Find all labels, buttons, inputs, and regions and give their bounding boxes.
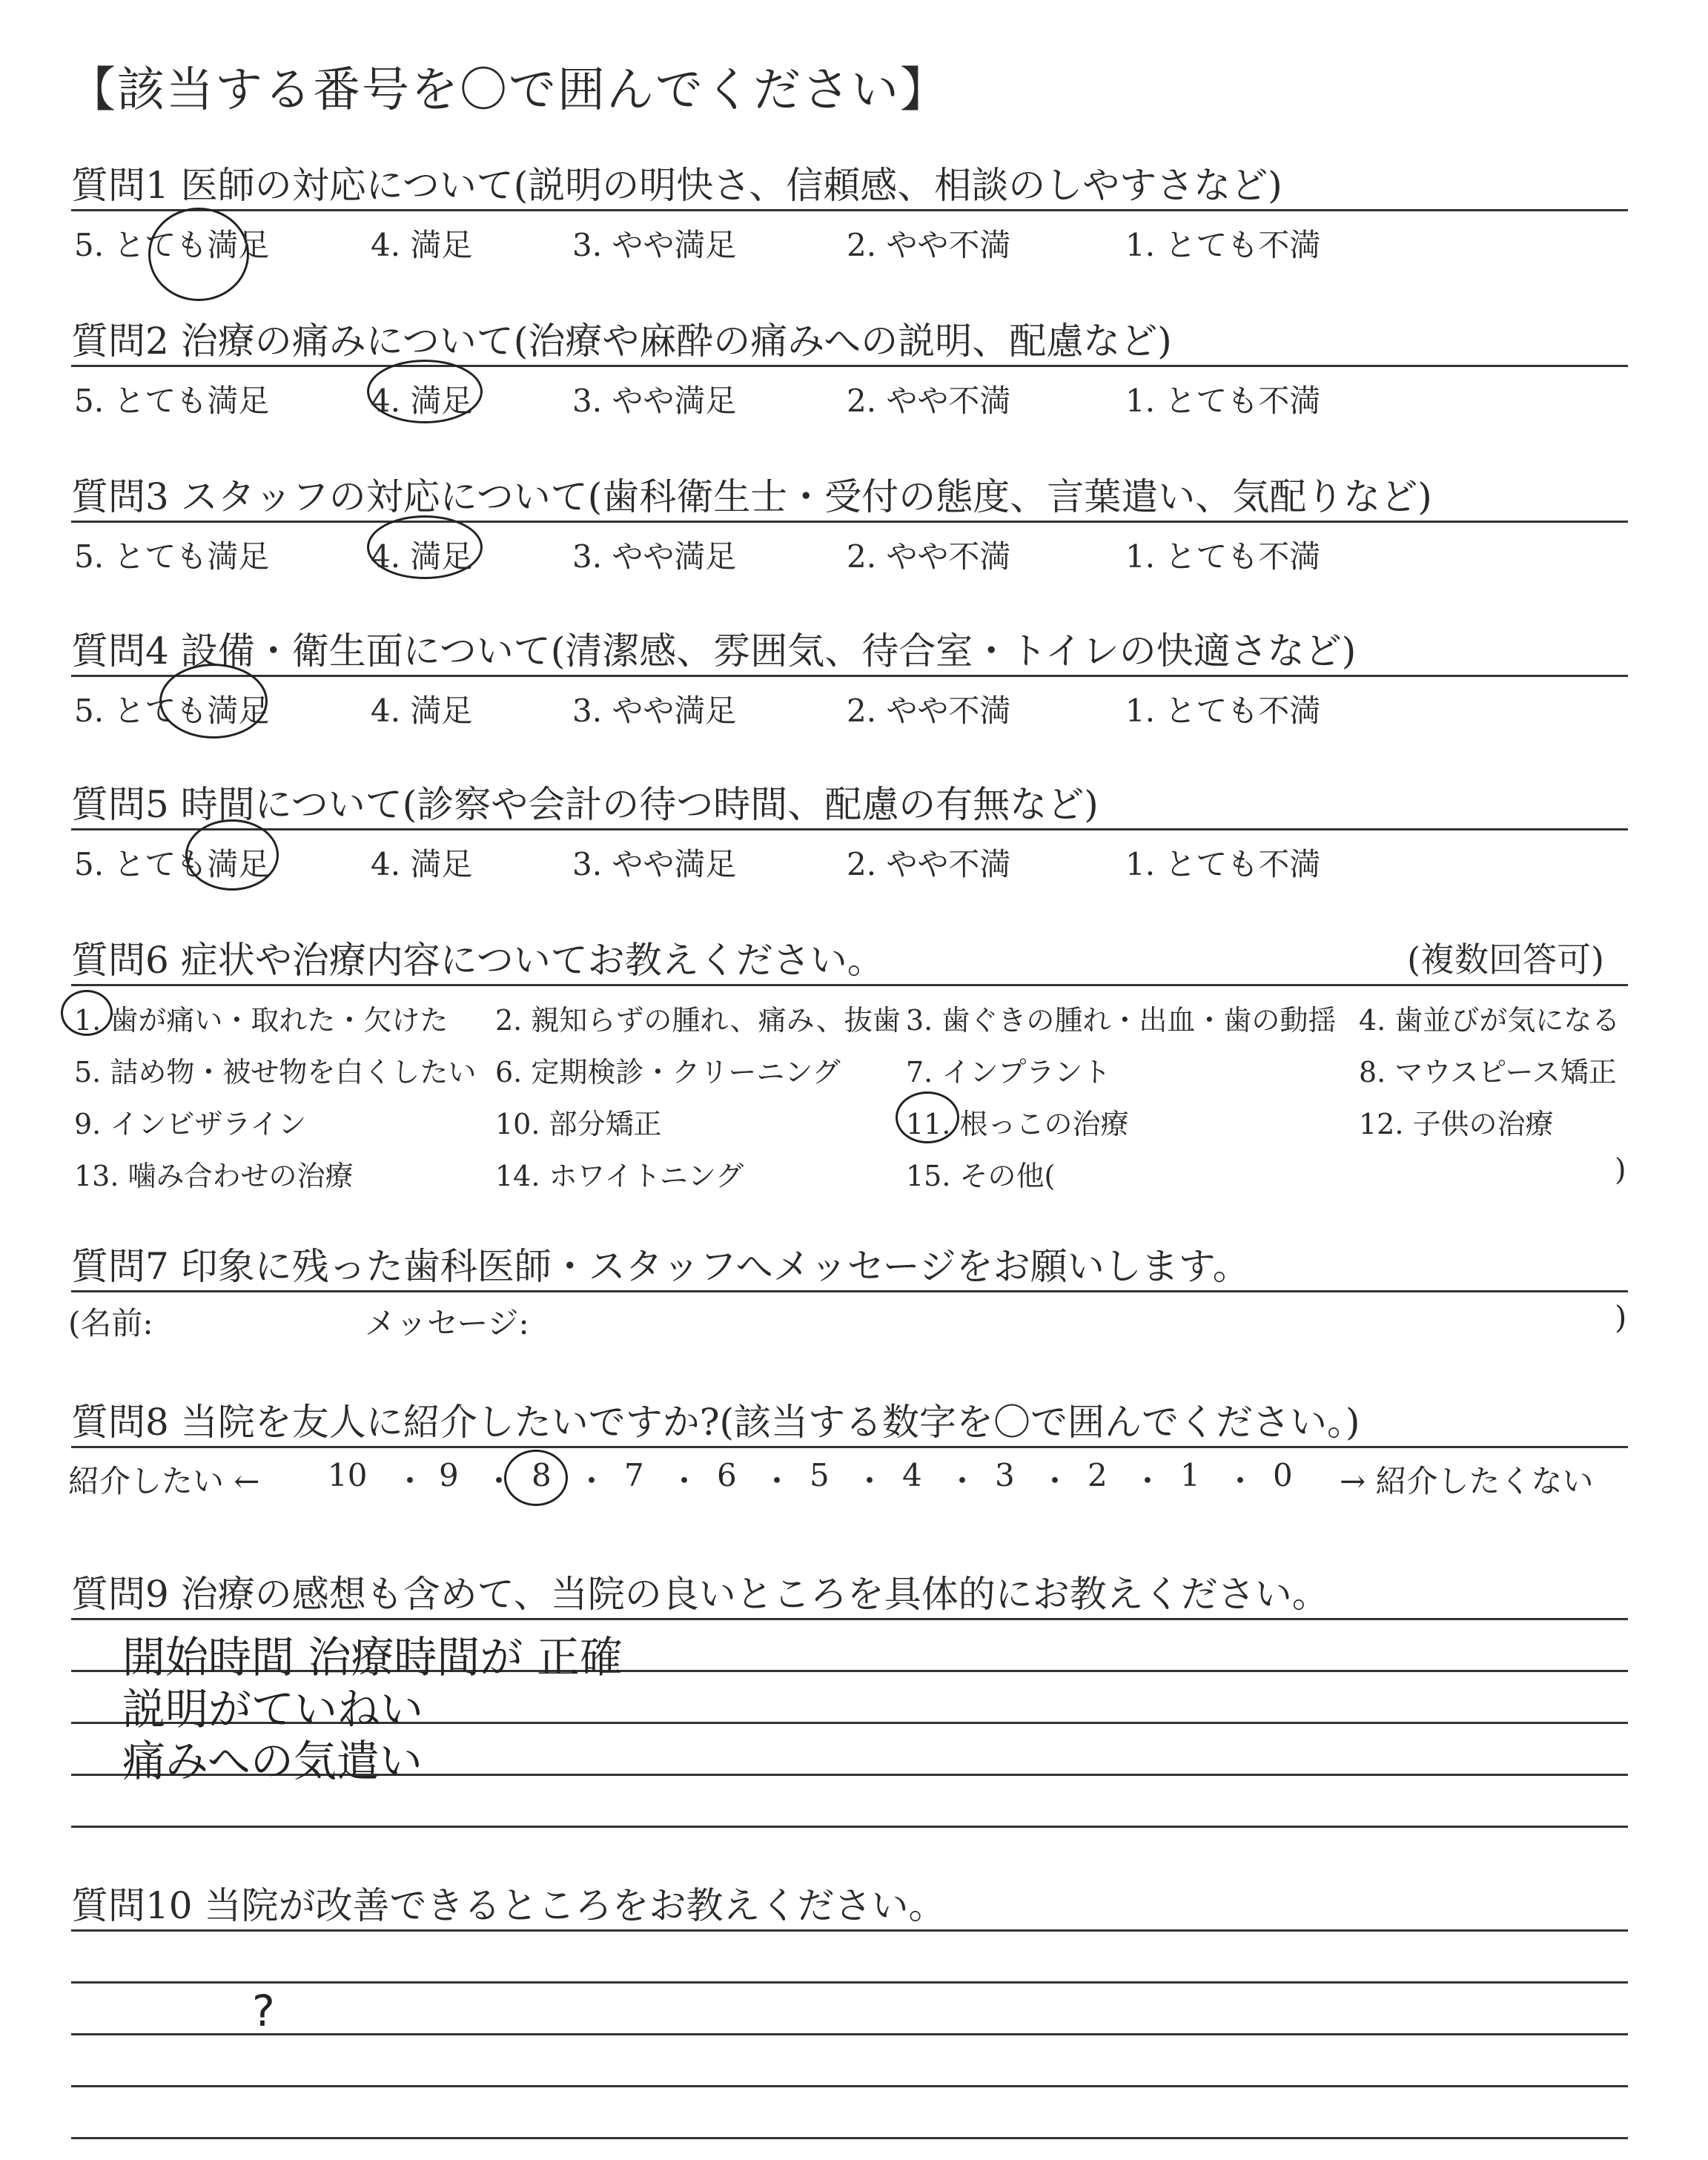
- q6-option-14[interactable]: 14. ホワイトニング: [495, 1160, 744, 1192]
- q10-line-1: [71, 1929, 1628, 1932]
- q5-option-5[interactable]: 5. とても満足: [74, 846, 270, 882]
- q6-answer-circle-1: [61, 990, 113, 1036]
- q10-line-4: [71, 2085, 1628, 2087]
- q4-option-4[interactable]: 4. 満足: [371, 693, 473, 729]
- q8-dot: ・: [947, 1463, 979, 1499]
- q8-dot: ・: [1039, 1463, 1071, 1499]
- q4-rule: [71, 675, 1628, 677]
- q8-dot: ・: [854, 1463, 886, 1499]
- q8-num-1[interactable]: 1: [1180, 1457, 1200, 1493]
- q6-option-12[interactable]: 12. 子供の治療: [1359, 1108, 1554, 1140]
- form-header: 【該当する番号を〇で囲んでください】: [68, 63, 949, 118]
- q5-option-3[interactable]: 3. やや満足: [572, 846, 737, 882]
- q1-title: 質問1 医師の対応について(説明の明快さ、信頼感、相談のしやすさなど): [71, 164, 1282, 207]
- q2-option-1[interactable]: 1. とても不満: [1125, 383, 1321, 419]
- q6-option-13[interactable]: 13. 噛み合わせの治療: [74, 1160, 354, 1192]
- q10-handwritten: ?: [252, 1986, 275, 2036]
- q3-option-4[interactable]: 4. 満足: [371, 538, 473, 575]
- q4-answer-circle: [159, 664, 268, 739]
- q3-options: [74, 532, 1557, 577]
- q6-option-5[interactable]: 5. 詰め物・被せ物を白くしたい: [74, 1056, 477, 1089]
- q1-options: [74, 221, 1557, 265]
- q6-rule: [71, 984, 1628, 986]
- q8-num-9[interactable]: 9: [439, 1457, 459, 1493]
- q8-right-label: → 紹介したくない: [1340, 1463, 1594, 1499]
- q3-answer-circle: [367, 515, 483, 579]
- q1-answer-circle: [148, 208, 249, 301]
- q6-option-3[interactable]: 3. 歯ぐきの腫れ・出血・歯の動揺: [906, 1004, 1337, 1037]
- q6-option-1[interactable]: 1. 歯が痛い・取れた・欠けた: [74, 1004, 448, 1037]
- q8-left-label: 紹介したい ←: [68, 1463, 260, 1499]
- q8-dot: ・: [576, 1463, 608, 1499]
- q10-title: 質問10 当院が改善できるところをお教えください。: [71, 1884, 946, 1927]
- q2-answer-circle: [367, 360, 483, 423]
- q3-option-5[interactable]: 5. とても満足: [74, 538, 270, 575]
- q2-options: [74, 377, 1557, 421]
- q3-option-3[interactable]: 3. やや満足: [572, 538, 737, 575]
- q6-option-6[interactable]: 6. 定期検診・クリーニング: [495, 1056, 841, 1089]
- q9-handwritten-3: 痛みへの気遣い: [122, 1736, 423, 1786]
- q10-line-2: [71, 1981, 1628, 1984]
- q4-option-3[interactable]: 3. やや満足: [572, 693, 737, 729]
- q6-answer-circle-11: [896, 1091, 959, 1143]
- q9-handwritten-2: 説明がていねい: [122, 1684, 424, 1734]
- q7-close-paren: ): [1615, 1299, 1627, 1335]
- q5-options: [74, 840, 1557, 885]
- q5-answer-circle: [185, 819, 279, 891]
- q1-option-2[interactable]: 2. やや不満: [847, 227, 1011, 263]
- q8-dot: ・: [1225, 1463, 1257, 1499]
- q2-title: 質問2 治療の痛みについて(治療や麻酔の痛みへの説明、配慮など): [71, 320, 1172, 363]
- q6-other-close: ): [1615, 1153, 1626, 1187]
- q9-line-1: [71, 1618, 1628, 1620]
- q3-title: 質問3 スタッフの対応について(歯科衛生士・受付の態度、言葉遣い、気配りなど): [71, 475, 1432, 518]
- q5-title: 質問5 時間について(診察や会計の待つ時間、配慮の有無など): [71, 783, 1099, 826]
- q8-dot: ・: [669, 1463, 701, 1499]
- q6-option-9[interactable]: 9. インビザライン: [74, 1108, 307, 1140]
- q6-note: (複数回答可): [1407, 939, 1604, 980]
- q8-dot: ・: [1132, 1463, 1164, 1499]
- q8-num-2[interactable]: 2: [1088, 1457, 1108, 1493]
- q9-handwritten-1: 開始時間 治療時間が 正確: [122, 1632, 623, 1682]
- q1-option-1[interactable]: 1. とても不満: [1125, 227, 1321, 263]
- q8-num-10[interactable]: 10: [328, 1457, 368, 1493]
- q6-option-4[interactable]: 4. 歯並びが気になる: [1359, 1004, 1621, 1037]
- q5-rule: [71, 828, 1628, 830]
- q7-name-label[interactable]: (名前:: [68, 1305, 153, 1341]
- q6-option-2[interactable]: 2. 親知らずの腫れ、痛み、抜歯: [495, 1004, 901, 1037]
- q1-rule: [71, 209, 1628, 211]
- q8-num-5[interactable]: 5: [810, 1457, 830, 1493]
- q8-num-0[interactable]: 0: [1273, 1457, 1293, 1493]
- q1-option-4[interactable]: 4. 満足: [371, 227, 473, 263]
- q2-option-3[interactable]: 3. やや満足: [572, 383, 737, 419]
- q4-option-2[interactable]: 2. やや不満: [847, 693, 1011, 729]
- q2-option-4[interactable]: 4. 満足: [371, 383, 473, 419]
- q6-title: 質問6 症状や治療内容についてお教えください。: [71, 939, 884, 982]
- q8-num-7[interactable]: 7: [624, 1457, 644, 1493]
- q3-option-1[interactable]: 1. とても不満: [1125, 538, 1321, 575]
- q6-option-11[interactable]: 11. 根っこの治療: [906, 1108, 1129, 1140]
- q6-option-7[interactable]: 7. インプラント: [906, 1056, 1111, 1089]
- q9-title: 質問9 治療の感想も含めて、当院の良いところを具体的にお教えください。: [71, 1573, 1329, 1616]
- q4-option-5[interactable]: 5. とても満足: [74, 693, 270, 729]
- q7-rule: [71, 1290, 1628, 1292]
- q4-options: [74, 687, 1557, 731]
- q6-options: [74, 997, 1631, 1220]
- q8-scale: [68, 1457, 1632, 1502]
- q6-option-15[interactable]: 15. その他(: [906, 1160, 1056, 1192]
- q1-option-5[interactable]: 5. とても満足: [74, 227, 270, 263]
- q9-line-5: [71, 1826, 1628, 1828]
- q10-line-5: [71, 2137, 1628, 2139]
- q5-option-1[interactable]: 1. とても不満: [1125, 846, 1321, 882]
- q8-answer-circle: [504, 1450, 568, 1506]
- q7-message-label[interactable]: メッセージ:: [365, 1305, 529, 1341]
- q8-num-6[interactable]: 6: [717, 1457, 737, 1493]
- q6-option-10[interactable]: 10. 部分矯正: [495, 1108, 662, 1140]
- q1-option-3[interactable]: 3. やや満足: [572, 227, 737, 263]
- q8-num-4[interactable]: 4: [902, 1457, 922, 1493]
- q8-num-3[interactable]: 3: [995, 1457, 1015, 1493]
- q3-option-2[interactable]: 2. やや不満: [847, 538, 1011, 575]
- q7-title: 質問7 印象に残った歯科医師・スタッフへメッセージをお願いします。: [71, 1245, 1250, 1288]
- q4-option-1[interactable]: 1. とても不満: [1125, 693, 1321, 729]
- q10-line-3: [71, 2033, 1628, 2035]
- q2-option-2[interactable]: 2. やや不満: [847, 383, 1011, 419]
- q8-rule: [71, 1446, 1628, 1448]
- q6-option-8[interactable]: 8. マウスピース矯正: [1359, 1056, 1617, 1089]
- q3-rule: [71, 521, 1628, 523]
- q2-option-5[interactable]: 5. とても満足: [74, 383, 270, 419]
- q8-title: 質問8 当院を友人に紹介したいですか?(該当する数字を〇で囲んでください。): [71, 1401, 1360, 1444]
- q4-title: 質問4 設備・衛生面について(清潔感、雰囲気、待合室・トイレの快適さなど): [71, 630, 1357, 673]
- q8-dot: ・: [394, 1463, 426, 1499]
- q5-option-4[interactable]: 4. 満足: [371, 846, 473, 882]
- q8-dot: ・: [761, 1463, 793, 1499]
- q8-dot: ・: [483, 1463, 515, 1499]
- q2-rule: [71, 365, 1628, 367]
- q8-num-8[interactable]: 8: [532, 1457, 552, 1493]
- q5-option-2[interactable]: 2. やや不満: [847, 846, 1011, 882]
